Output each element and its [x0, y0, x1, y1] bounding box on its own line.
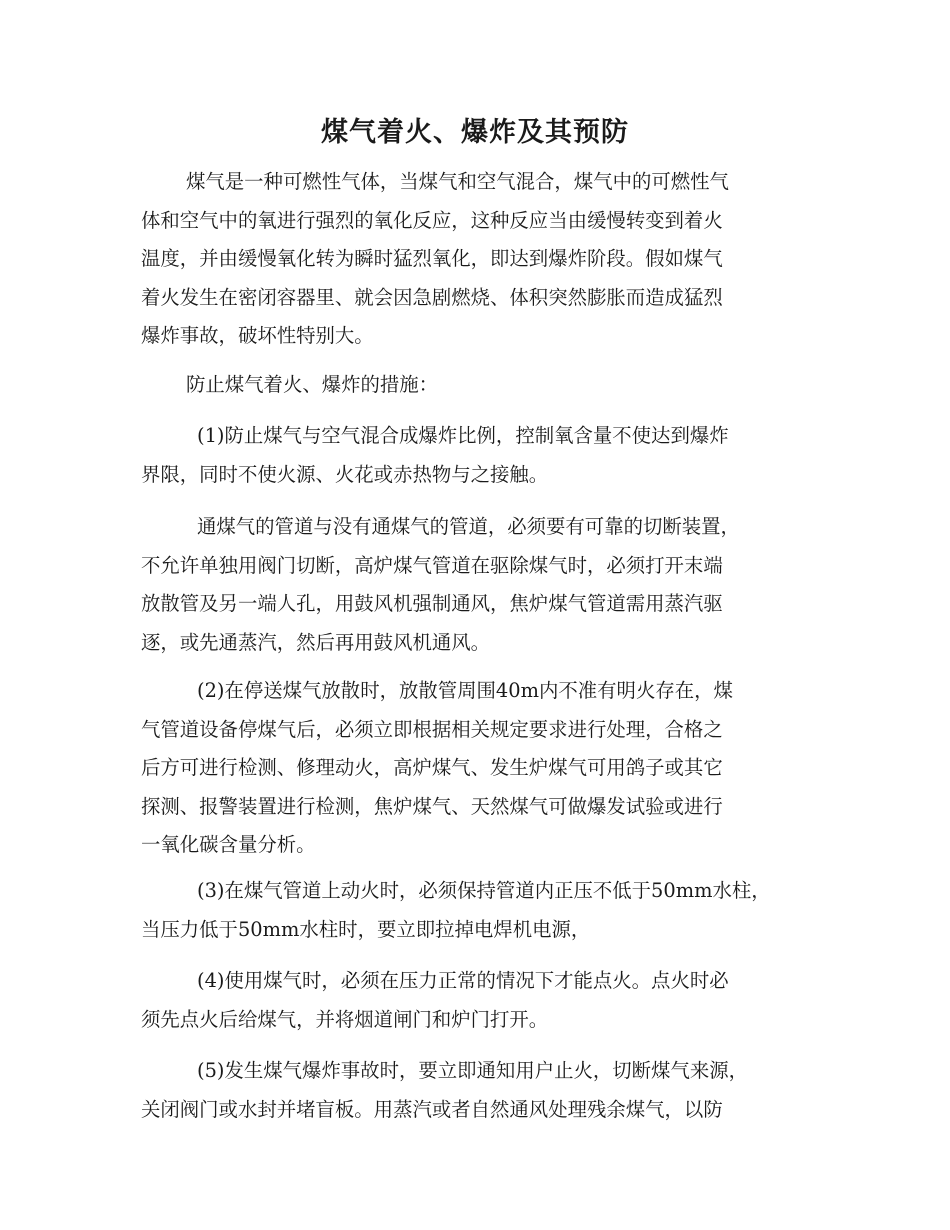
- text-line: 防止煤气着火、爆炸的措施：: [186, 373, 439, 396]
- text-line: 不允许单独用阀门切断，高炉煤气管道在驱除煤气时，必须打开末端: [141, 553, 723, 577]
- text-line: 关闭阀门或水封并堵盲板。用蒸汽或者自然通风处理残余煤气，以防: [141, 1097, 723, 1121]
- text-line: 须先点火后给煤气，并将烟道闸门和炉门打开。: [141, 1007, 549, 1031]
- text-line: 逐，或先通蒸汽，然后再用鼓风机通风。: [141, 630, 491, 654]
- text-line: (5)发生煤气爆炸事故时，要立即通知用户止火，切断煤气来源，: [197, 1059, 749, 1082]
- text-line: 气管道设备停煤气后，必须立即根据相关规定要求进行处理，合格之: [141, 717, 723, 741]
- text-line: (3)在煤气管道上动火时，必须保持管道内正压不低于50mm水柱，: [197, 879, 771, 902]
- text-line: 通煤气的管道与没有通煤气的管道，必须要有可靠的切断装置，: [197, 515, 740, 538]
- text-line: 煤气是一种可燃性气体，当煤气和空气混合，煤气中的可燃性气: [186, 170, 729, 193]
- text-line: 爆炸事故，破坏性特别大。: [141, 324, 374, 348]
- text-line: 探测、报警装置进行检测，焦炉煤气、天然煤气可做爆发试验或进行: [141, 794, 723, 818]
- paragraph-pipeline-isolation: [141, 508, 809, 662]
- text-line: 界限，同时不使火源、火花或赤热物与之接触。: [141, 462, 549, 486]
- text-line: 着火发生在密闭容器里、就会因急剧燃烧、体积突然膨胀而造成猛烈: [141, 285, 723, 309]
- text-line: (4)使用煤气时，必须在压力正常的情况下才能点火。点火时必: [197, 969, 729, 992]
- text-line: 一氧化碳含量分析。: [141, 833, 316, 857]
- paragraph-measure-4: [141, 962, 809, 1039]
- text-line: 后方可进行检测、修理动火，高炉煤气、发生炉煤气可用鸽子或其它: [141, 756, 723, 780]
- paragraph-measure-1: [141, 417, 809, 494]
- text-line: 体和空气中的氧进行强烈的氧化反应，这种反应当由缓慢转变到着火: [141, 208, 723, 232]
- text-line: (1)防止煤气与空气混合成爆炸比例，控制氧含量不使达到爆炸: [197, 424, 729, 447]
- paragraph-measure-2: [141, 672, 809, 865]
- text-line: (2)在停送煤气放散时，放散管周围40m内不准有明火存在，煤: [197, 679, 733, 702]
- paragraph-measure-3: [141, 872, 809, 949]
- text-line: 当压力低于50mm水柱时，要立即拉掉电焊机电源，: [141, 917, 591, 941]
- paragraph-measure-5: [141, 1052, 809, 1129]
- document-title: 煤气着火、爆炸及其预防: [321, 117, 629, 148]
- paragraph-intro: [141, 163, 809, 356]
- text-line: 放散管及另一端人孔，用鼓风机强制通风，焦炉煤气管道需用蒸汽驱: [141, 592, 723, 616]
- text-line: 温度，并由缓慢氧化转为瞬时猛烈氧化，即达到爆炸阶段。假如煤气: [141, 247, 723, 271]
- paragraph-measures-heading: [141, 366, 809, 405]
